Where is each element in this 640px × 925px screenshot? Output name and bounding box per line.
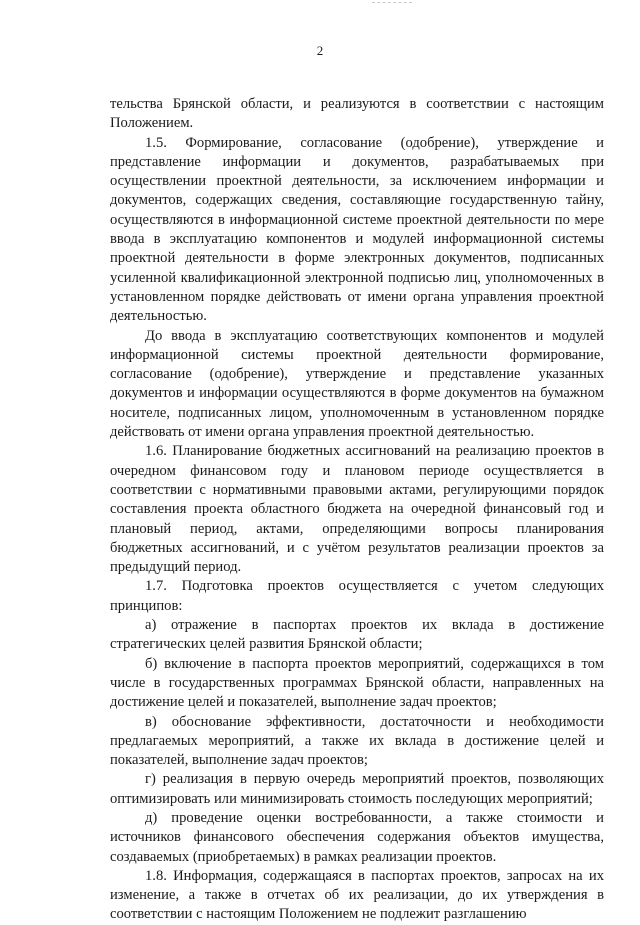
paragraph-1-5-cont: До ввода в эксплуатацию соответствующих компонентов и модулей информационной системы проектной деятельности формирование, согласование (одобрение), утверждение и представление указанных документов и информации осуществляются в форме документов на бумажном носителе, подписанных лицом, уполномоченным в установленном порядке действовать от имени органа управления проектной деятельностью.: [110, 327, 604, 441]
list-item-g: г) реализация в первую очередь мероприятий проектов, позволяющих оптимизировать или минимизировать стоимость последующих мероприятий;: [110, 771, 604, 807]
paragraph-1-6: 1.6. Планирование бюджетных ассигнований на реализацию проектов в очередном финансовом году и плановом периоде осуществляется в соответствии с нормативными правовыми актами, регулирующими порядок составления проекта областного бюджета на очередной финансовый год и плановый период, актами, определяющими вопросы планирования бюджетных ассигнований, и с учётом результатов реализации проектов за предыдущий период.: [110, 443, 604, 576]
paragraph-1-7: 1.7. Подготовка проектов осуществляется с учетом следующих принципов:: [110, 578, 604, 614]
list-item-b: б) включение в паспорта проектов мероприятий, содержащихся в том числе в государственных программах Брянской области, направленных на достижение целей и показателей, выполнение задач проектов;: [110, 655, 604, 711]
list-item-v: в) обоснование эффективности, достаточности и необходимости предлагаемых мероприятий, а также их вклада в достижение целей и показателей, выполнение задач проектов;: [110, 713, 604, 769]
list-item-a: а) отражение в паспортах проектов их вклада в достижение стратегических целей развития Брянской области;: [110, 617, 604, 653]
paragraph-1-5: 1.5. Формирование, согласование (одобрение), утверждение и представление информации и документов, разрабатываемых при осуществлении проектной деятельности, за исключением информации и документов, содержащих сведения, составляющие государственную тайну, осуществляются в информационной системе проектной деятельности по мере ввода в эксплуатацию компонентов и модулей информационной системы проектной деятельности в форме электронных документов, подписанных усиленной квалификационной электронной подписью лиц, уполномоченных в установленном порядке действовать от имени органа управления проектной деятельностью.: [110, 134, 604, 325]
scan-artifact-line: [372, 2, 412, 3]
page-number: 2: [316, 43, 324, 58]
paragraph-1-8: 1.8. Информация, содержащаяся в паспортах проектов, запросах на их изменение, а также в отчетах об их реализации, до их утверждения в соответствии с настоящим Положением не подлежит разглашению: [110, 867, 604, 923]
document-body: [110, 95, 604, 925]
paragraph-continuation: тельства Брянской области, и реализуются в соответствии с настоящим Положением.: [110, 96, 604, 132]
list-item-d: д) проведение оценки востребованности, а также стоимости и источников финансового обеспечения содержания объектов имущества, создаваемых (приобретаемых) в рамках реализации проектов.: [110, 809, 604, 865]
